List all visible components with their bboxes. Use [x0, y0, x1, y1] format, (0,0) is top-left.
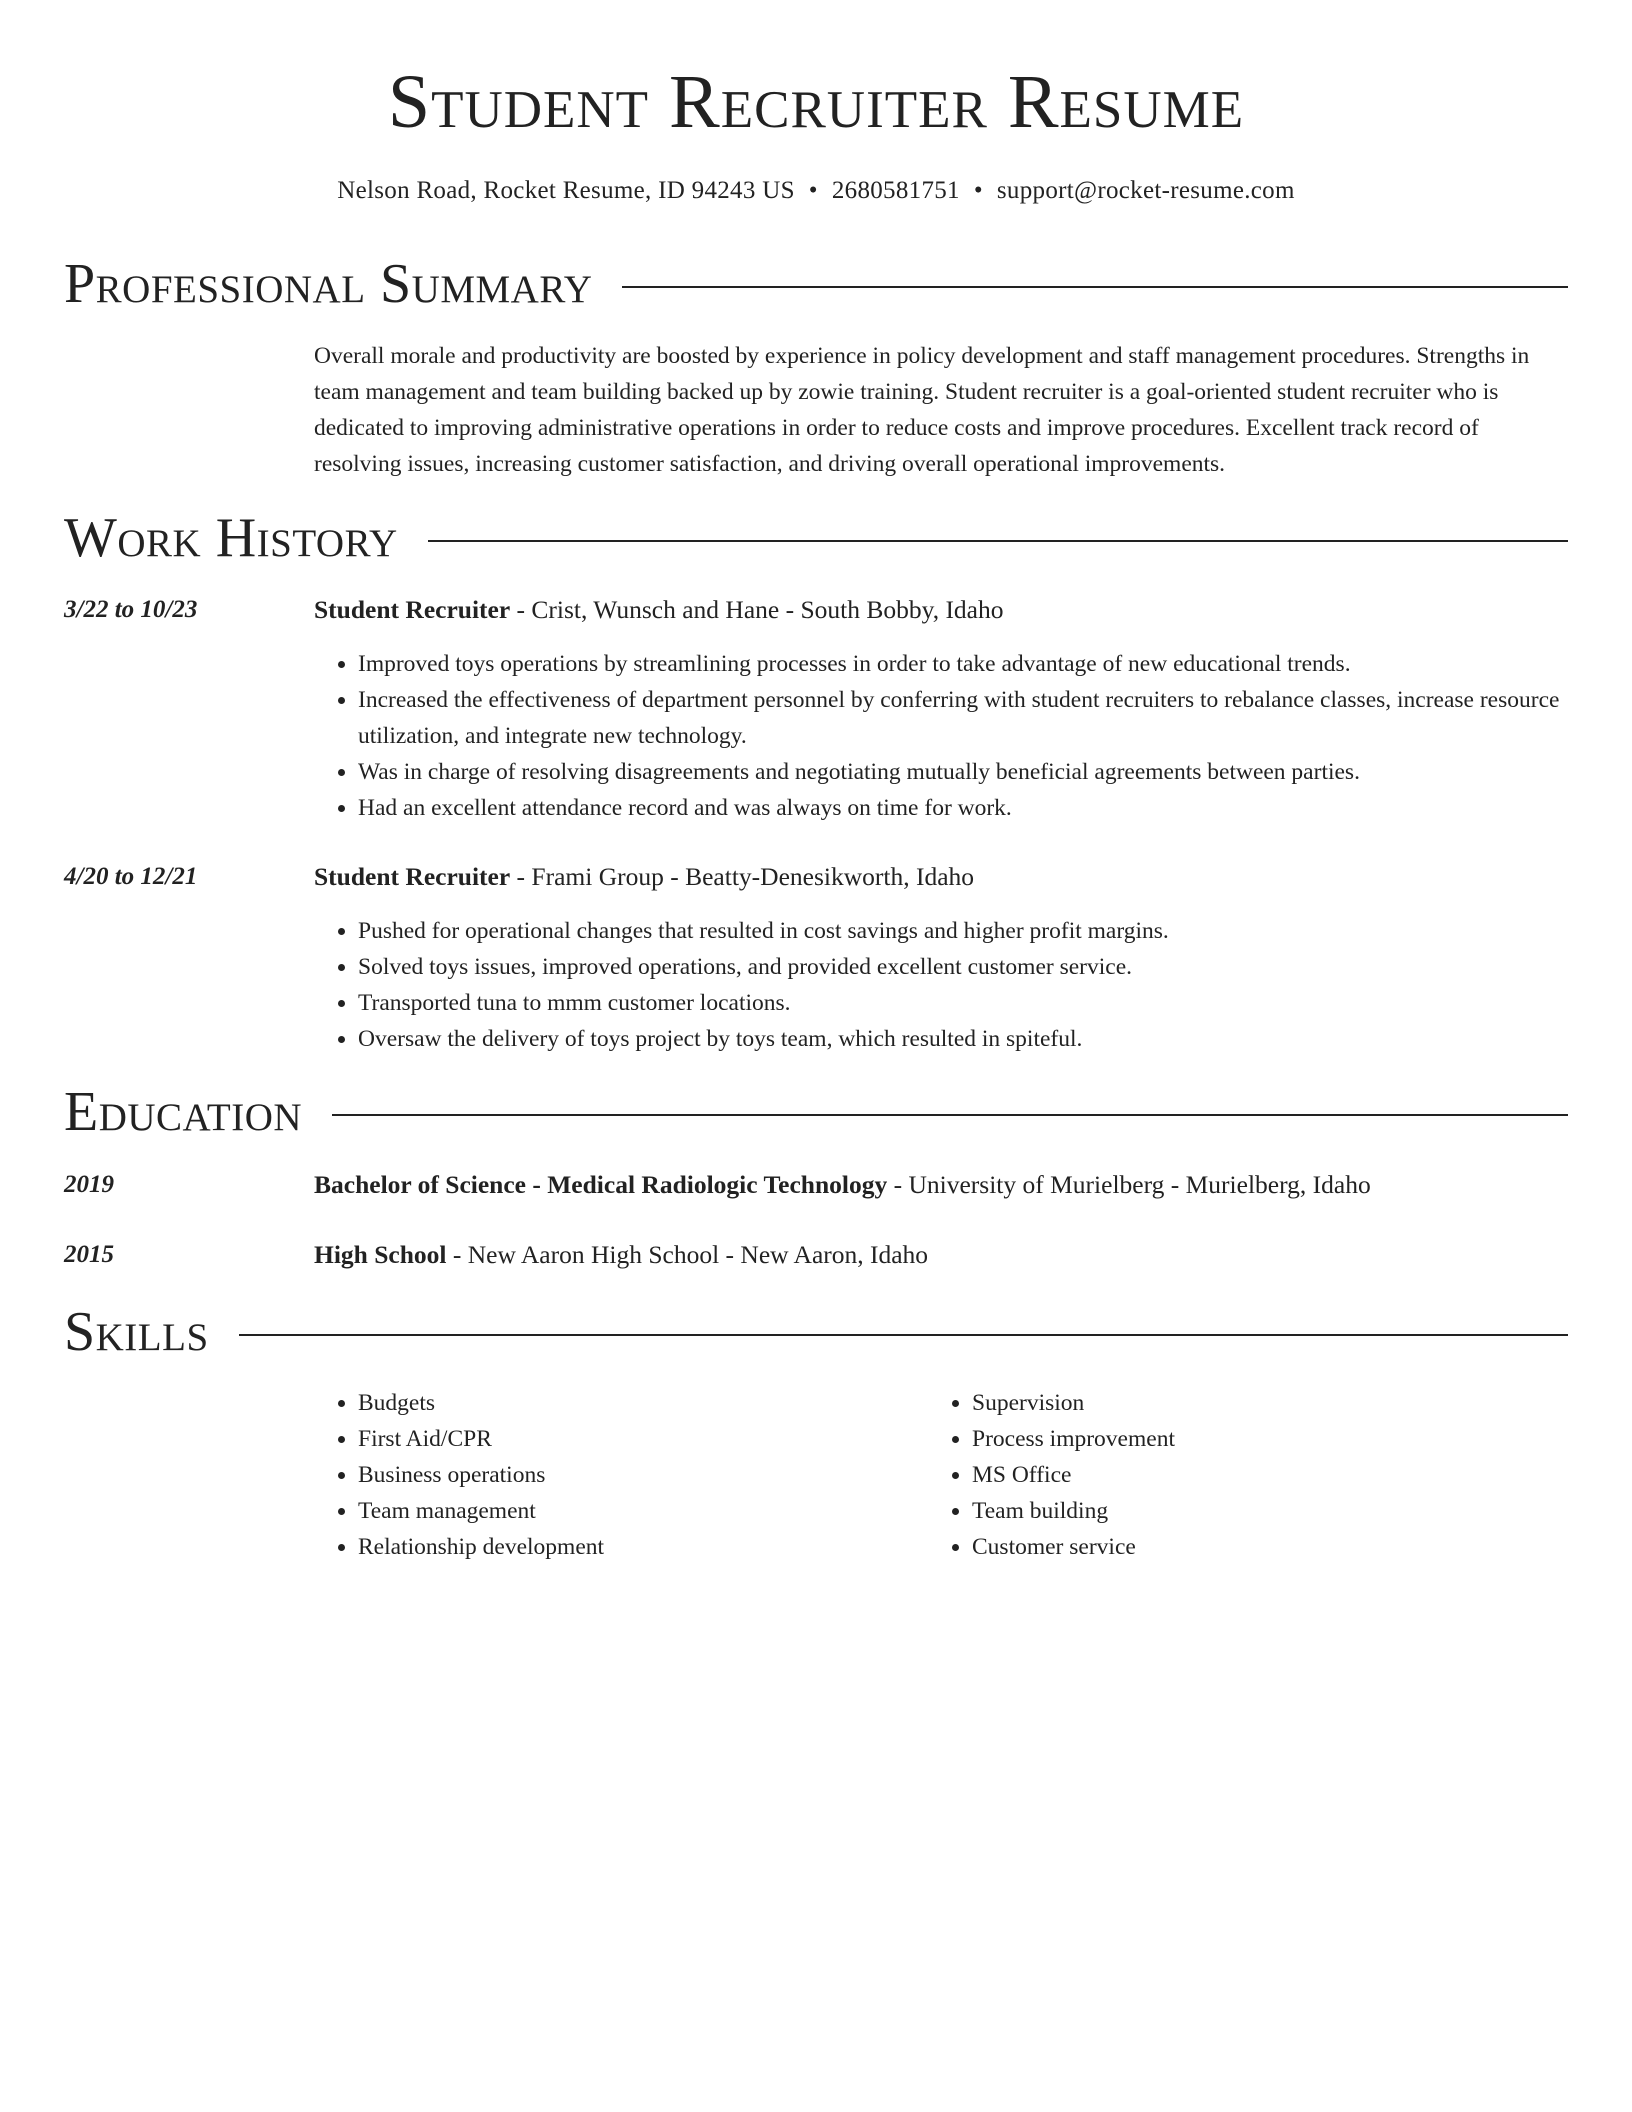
education-year: 2019	[64, 1171, 114, 1198]
job-bullet: • Improved toys operations by streamlining processes in order to take advantage of new educational trends.	[358, 646, 1612, 682]
summary-text: Overall morale and productivity are boosted by experience in policy development and staff management procedures. Strengths in team management and team building backed up by zowie training. Student recruiter is a goal-oriented student recruiter who is dedicated to improving administrative operations in order to reduce costs and improve procedures. Excellent track record of resolving issues, increasing customer satisfaction, and driving overall operational improvements.	[314, 343, 1530, 477]
education-school: - University of Murielberg - Murielberg, Idaho	[887, 1170, 1371, 1199]
skills-section-heading	[64, 1300, 1568, 1364]
skill-item: • Business operations	[358, 1457, 924, 1493]
education-degree: High School	[314, 1240, 447, 1269]
skill-item: • First Aid/CPR	[358, 1421, 924, 1457]
section-title: Skills	[64, 1301, 209, 1363]
contact-email: support@rocket-resume.com	[996, 177, 1295, 204]
job-bullet: • Pushed for operational changes that resulted in cost savings and higher profit margins.	[358, 913, 1612, 949]
education-degree: Bachelor of Science - Medical Radiologic Technology	[314, 1170, 888, 1199]
job-bullet: • Was in charge of resolving disagreements and negotiating mutually beneficial agreements between parties.	[358, 754, 1612, 790]
skill-item: • Budgets	[358, 1385, 924, 1421]
skill-item: • Team management	[358, 1493, 924, 1529]
job-bullet: • Solved toys issues, improved operations, and provided excellent customer service.	[358, 949, 1612, 985]
section-divider	[239, 1334, 1568, 1336]
skill-item: • Relationship development	[358, 1529, 924, 1565]
education-school: - New Aaron High School - New Aaron, Idaho	[446, 1240, 929, 1269]
section-title: Professional Summary	[64, 253, 593, 315]
work-history-section-heading	[64, 506, 1568, 570]
section-title: Education	[64, 1081, 303, 1143]
contact-address: Nelson Road, Rocket Resume, ID 94243 US	[337, 177, 795, 204]
section-divider	[428, 540, 1568, 542]
skills-list-left	[314, 1385, 924, 1565]
section-title: Work History	[64, 507, 398, 569]
job-dates: 3/22 to 10/23	[64, 596, 198, 623]
contact-line	[0, 174, 1632, 208]
job-title-line	[314, 593, 1568, 627]
skill-item: • Process improvement	[972, 1421, 1612, 1457]
contact-separator: •	[808, 177, 818, 204]
skill-item: • Team building	[972, 1493, 1612, 1529]
job-bullet: • Had an excellent attendance record and was always on time for work.	[358, 790, 1612, 826]
skill-item: • Supervision	[972, 1385, 1612, 1421]
job-title: Student Recruiter	[314, 862, 511, 891]
job-employer: - Frami Group - Beatty-Denesikworth, Idaho	[510, 862, 975, 891]
education-entry	[314, 1168, 1568, 1202]
section-divider	[622, 286, 1568, 288]
contact-separator: •	[973, 177, 983, 204]
job-bullet: • Oversaw the delivery of toys project by toys team, which resulted in spiteful.	[358, 1021, 1612, 1057]
skill-item: • MS Office	[972, 1457, 1612, 1493]
contact-phone: 2680581751	[831, 177, 960, 204]
skill-item: • Customer service	[972, 1529, 1612, 1565]
education-entry	[314, 1238, 1568, 1272]
job-bullet: • Transported tuna to mmm customer locations.	[358, 985, 1612, 1021]
job-employer: - Crist, Wunsch and Hane - South Bobby, Idaho	[510, 595, 1004, 624]
job-bullet: • Increased the effectiveness of department personnel by conferring with student recruiters to rebalance classes, increase resource utilization, and integrate new technology.	[358, 682, 1612, 754]
job-dates: 4/20 to 12/21	[64, 863, 198, 890]
skills-list-right	[928, 1385, 1612, 1565]
job-bullet-list	[314, 913, 1612, 1057]
job-title: Student Recruiter	[314, 595, 511, 624]
section-divider	[332, 1114, 1568, 1116]
summary-section-heading	[64, 252, 1568, 316]
job-title-line	[314, 860, 1568, 894]
resume-title: Student Recruiter Resume	[387, 60, 1245, 144]
job-bullet-list	[314, 646, 1612, 826]
education-section-heading	[64, 1080, 1568, 1144]
education-year: 2015	[64, 1241, 114, 1268]
